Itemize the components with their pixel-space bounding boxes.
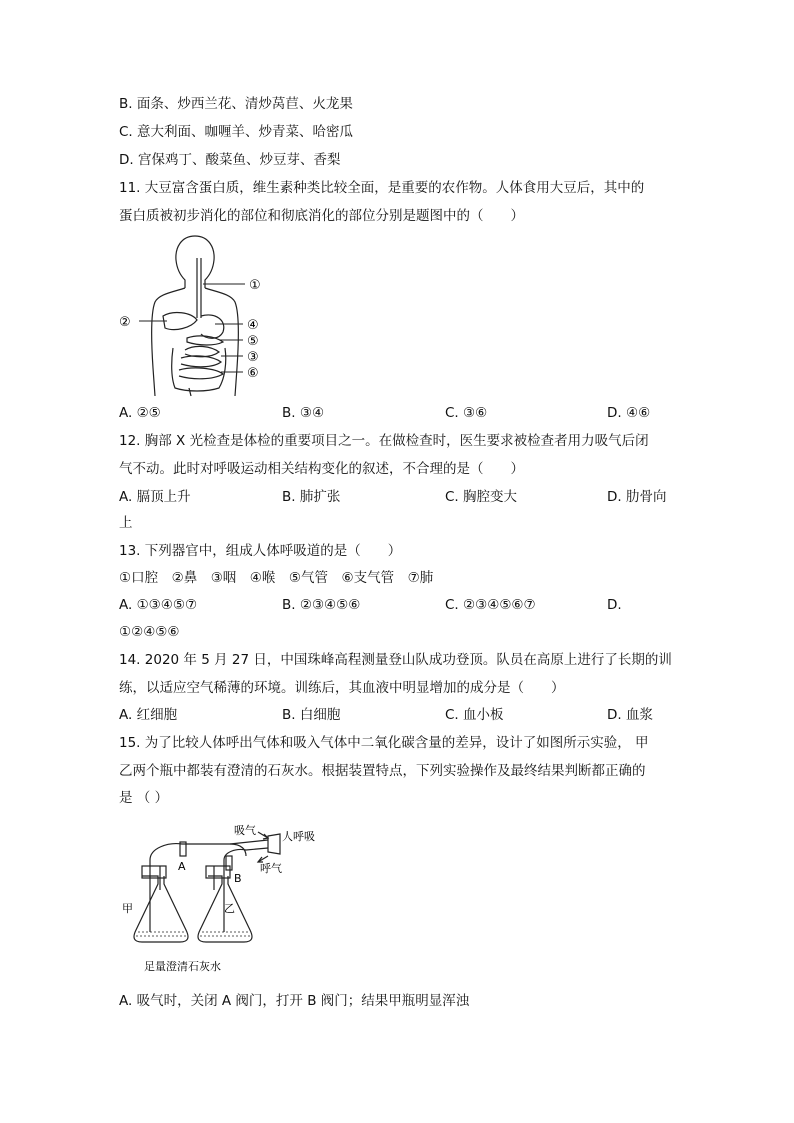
q11-label-6: ⑥ — [247, 366, 259, 381]
inhale-label: 吸气 — [234, 824, 256, 837]
limewater-caption: 足量澄清石灰水 — [144, 960, 221, 973]
q12-option-a: A. 膈顶上升 — [119, 489, 191, 505]
q13-option-b: B. ②③④⑤⑥ — [282, 597, 361, 613]
q14-option-d: D. 血浆 — [607, 707, 653, 723]
q13-option-c: C. ②③④⑤⑥⑦ — [445, 597, 536, 613]
q14-stem-line1: 14. 2020 年 5 月 27 日，中国珠峰高程测量登山队成功登顶。队员在高原上进行了长期的训 — [119, 652, 672, 668]
exhale-label: 呼气 — [260, 862, 282, 875]
q11-label-1: ① — [249, 278, 261, 293]
q14-option-c: C. 血小板 — [445, 707, 504, 723]
q10-option-b: B. 面条、炒西兰花、清炒莴苣、火龙果 — [119, 96, 353, 112]
q10-option-d: D. 宫保鸡丁、酸菜鱼、炒豆芽、香梨 — [119, 152, 341, 168]
q11-label-5: ⑤ — [247, 334, 259, 349]
q11-option-d: D. ④⑥ — [607, 405, 651, 421]
q15-stem-line1: 15. 为了比较人体呼出气体和吸入气体中二氧化碳含量的差异，设计了如图所示实验， 甲 — [119, 735, 649, 751]
bottle-jia-label: 甲 — [122, 902, 133, 915]
q12-stem-line2: 气不动。此时对呼吸运动相关结构变化的叙述，不合理的是（ ） — [119, 461, 524, 477]
q10-option-c: C. 意大利面、咖喱羊、炒青菜、哈密瓜 — [119, 124, 354, 140]
q12-option-d-wrap: 上 — [119, 515, 133, 531]
q15-option-a: A. 吸气时，关闭 A 阀门，打开 B 阀门；结果甲瓶明显浑浊 — [119, 993, 470, 1009]
valve-b-label: B — [234, 872, 242, 885]
q13-option-d: D. — [607, 597, 622, 613]
q15-stem-line3: 是 （ ） — [119, 790, 169, 806]
bottle-yi-label: 乙 — [224, 902, 235, 915]
q12-option-c: C. 胸腔变大 — [445, 489, 518, 505]
valve-a-label: A — [178, 860, 186, 873]
q11-option-c: C. ③⑥ — [445, 405, 488, 421]
q11-label-2: ② — [119, 315, 131, 330]
q11-option-a: A. ②⑤ — [119, 405, 161, 421]
q11-label-4: ④ — [247, 318, 259, 333]
q11-label-3: ③ — [247, 350, 259, 365]
q13-option-d-wrap: ①②④⑤⑥ — [119, 624, 180, 640]
q14-option-a: A. 红细胞 — [119, 707, 178, 723]
q13-stem: 13. 下列器官中，组成人体呼吸道的是（ ） — [119, 543, 402, 559]
q12-option-b: B. 肺扩张 — [282, 489, 341, 505]
q11-stem-line1: 11. 大豆富含蛋白质，维生素种类比较全面，是重要的农作物。人体食用大豆后，其中的 — [119, 180, 645, 196]
q12-option-d: D. 肋骨向 — [607, 489, 667, 505]
q15-stem-line2: 乙两个瓶中都装有澄清的石灰水。根据装置特点，下列实验操作及最终结果判断都正确的 — [119, 763, 646, 779]
q12-stem-line1: 12. 胸部 X 光检查是体检的重要项目之一。在做检查时，医生要求被检查者用力吸气后闭 — [119, 433, 649, 449]
q11-option-b: B. ③④ — [282, 405, 325, 421]
q14-option-b: B. 白细胞 — [282, 707, 341, 723]
q14-stem-line2: 练，以适应空气稀薄的环境。训练后，其血液中明显增加的成分是（ ） — [119, 680, 565, 696]
q11-stem-line2: 蛋白质被初步消化的部位和彻底消化的部位分别是题图中的（ ） — [119, 208, 524, 224]
respiration-experiment-figure — [118, 820, 328, 980]
person-breathing-label: 人呼吸 — [282, 830, 315, 843]
q13-items: ①口腔 ②鼻 ③咽 ④喉 ⑤气管 ⑥支气管 ⑦肺 — [119, 570, 434, 586]
q13-option-a: A. ①③④⑤⑦ — [119, 597, 198, 613]
digestive-system-figure — [115, 228, 275, 398]
